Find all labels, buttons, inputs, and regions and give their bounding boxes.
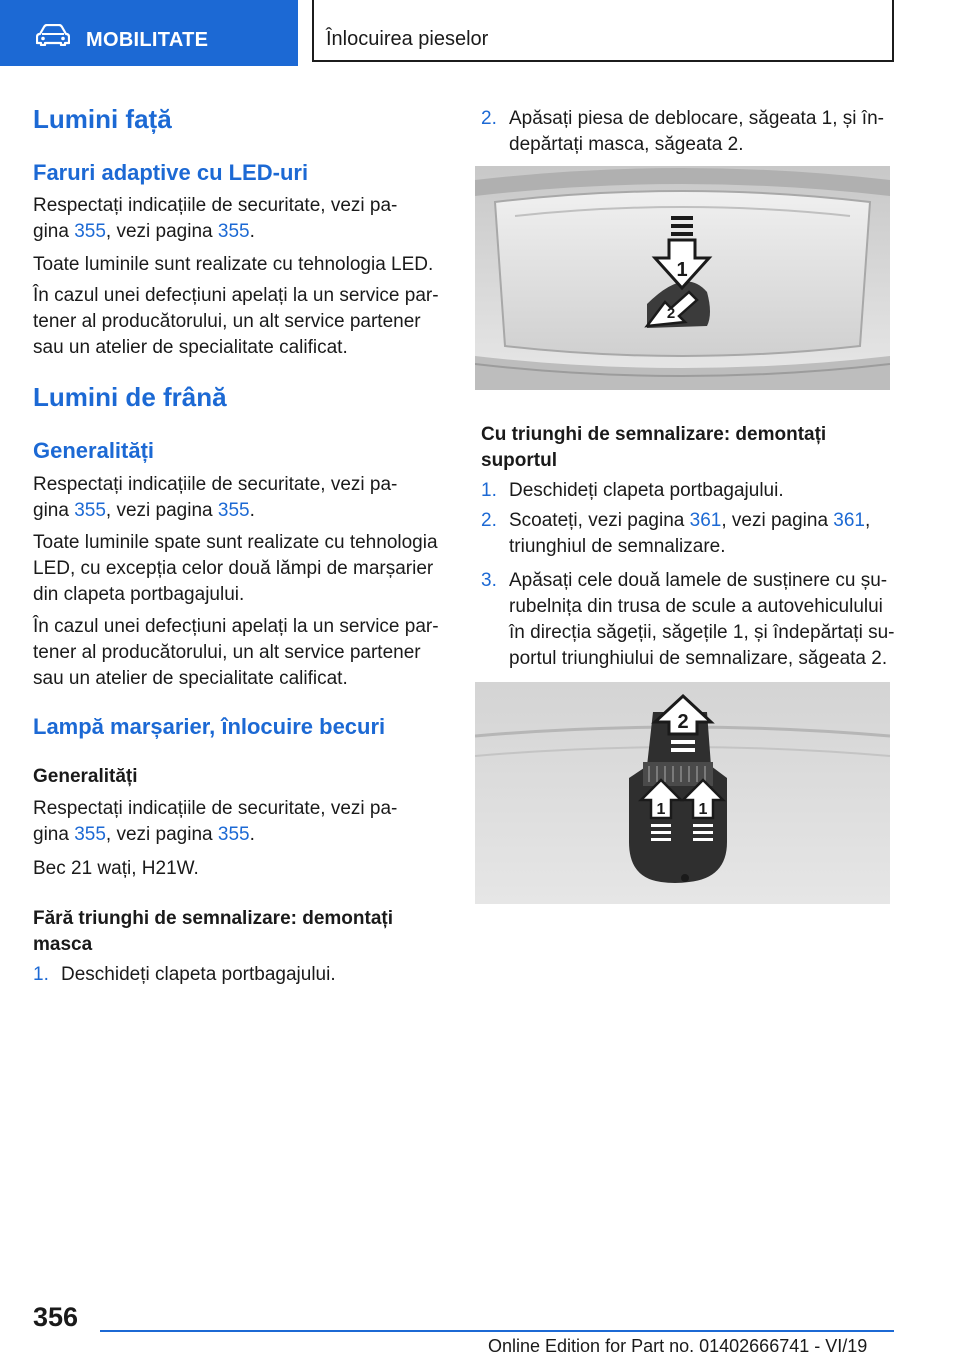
page-link[interactable]: 361 [689, 510, 722, 531]
page-link[interactable]: 355 [74, 221, 106, 242]
page-link[interactable]: 355 [74, 500, 106, 521]
step-number: 3. [481, 570, 497, 591]
paragraph-service-1: În cazul unei defecțiuni apelați la un service par- tener al producătorului, un alt service partener sau un atelier de specialitate calificat. [33, 285, 439, 358]
img1-label-1: 1 [676, 259, 688, 281]
heading-faruri-adaptive: Faruri adaptive cu LED-uri [33, 160, 309, 185]
page-link[interactable]: 355 [217, 500, 250, 521]
paragraph-led-rear: Toate luminile spate sunt realizate cu tehnologia LED, cu excepția celor două lămpi de marșarier din clapeta portbagajului. [33, 532, 438, 605]
triangle-support-illustration [475, 682, 890, 904]
heading-lumini-frana: Lumini de frână [33, 382, 227, 412]
edition-info: Online Edition for Part no. 01402666741 - VI/19 [488, 1336, 868, 1356]
triangle-support-photo [475, 682, 890, 904]
paragraph-safety-3: Respectați indicațiile de securitate, vezi pa- gina 355, vezi pagina 355. [33, 798, 398, 845]
page-link[interactable]: 355 [217, 824, 250, 845]
chapter-title: Înlocuirea pieselor [326, 28, 489, 50]
paragraph-service-2: În cazul unei defecțiuni apelați la un service par- tener al producătorului, un alt service partener sau un atelier de specialitate calificat. [33, 616, 439, 689]
paragraph-safety-2: Respectați indicațiile de securitate, vezi pa- gina 355, vezi pagina 355. [33, 474, 398, 521]
heading-generalitati-1: Generalități [33, 438, 155, 463]
paragraph-safety-1: Respectați indicațiile de securitate, vezi pa- gina 355, vezi pagina 355. [33, 195, 398, 242]
img2-label-2: 2 [677, 711, 689, 733]
step-number: 1. [481, 480, 497, 501]
heading-fara-triunghi: Fără triunghi de semnalizare: demontați masca [33, 908, 394, 955]
page-header [0, 0, 960, 66]
section-tab[interactable] [0, 0, 298, 66]
paragraph-bulb: Bec 21 wați, H21W. [33, 858, 199, 879]
heading-lampa-marsarier: Lampă marșarier, înlocuire becuri [33, 714, 386, 739]
trunk-cover-illustration [475, 166, 890, 390]
img2-label-1b: 1 [698, 801, 708, 818]
car-icon [36, 24, 70, 46]
page-link[interactable]: 355 [74, 824, 106, 845]
trunk-cover-photo [475, 166, 890, 390]
step-number: 2. [481, 108, 497, 129]
chapter-title-box [312, 0, 894, 62]
paragraph-led: Toate luminile sunt realizate cu tehnologia LED. [33, 254, 434, 275]
footer-divider [100, 1330, 894, 1332]
heading-lumini-fata: Lumini față [33, 104, 172, 134]
heading-generalitati-2: Generalități [33, 766, 138, 787]
heading-cu-triunghi: Cu triunghi de semnalizare: demontați suportul [481, 424, 827, 471]
page-link[interactable]: 361 [833, 510, 865, 531]
step-number: 1. [33, 964, 49, 985]
page-number: 356 [33, 1302, 79, 1332]
section-label: MOBILITATE [86, 29, 209, 51]
img1-label-2: 2 [666, 305, 676, 322]
img2-label-1a: 1 [656, 801, 666, 818]
page-link[interactable]: 355 [217, 221, 250, 242]
step-number: 2. [481, 510, 497, 531]
